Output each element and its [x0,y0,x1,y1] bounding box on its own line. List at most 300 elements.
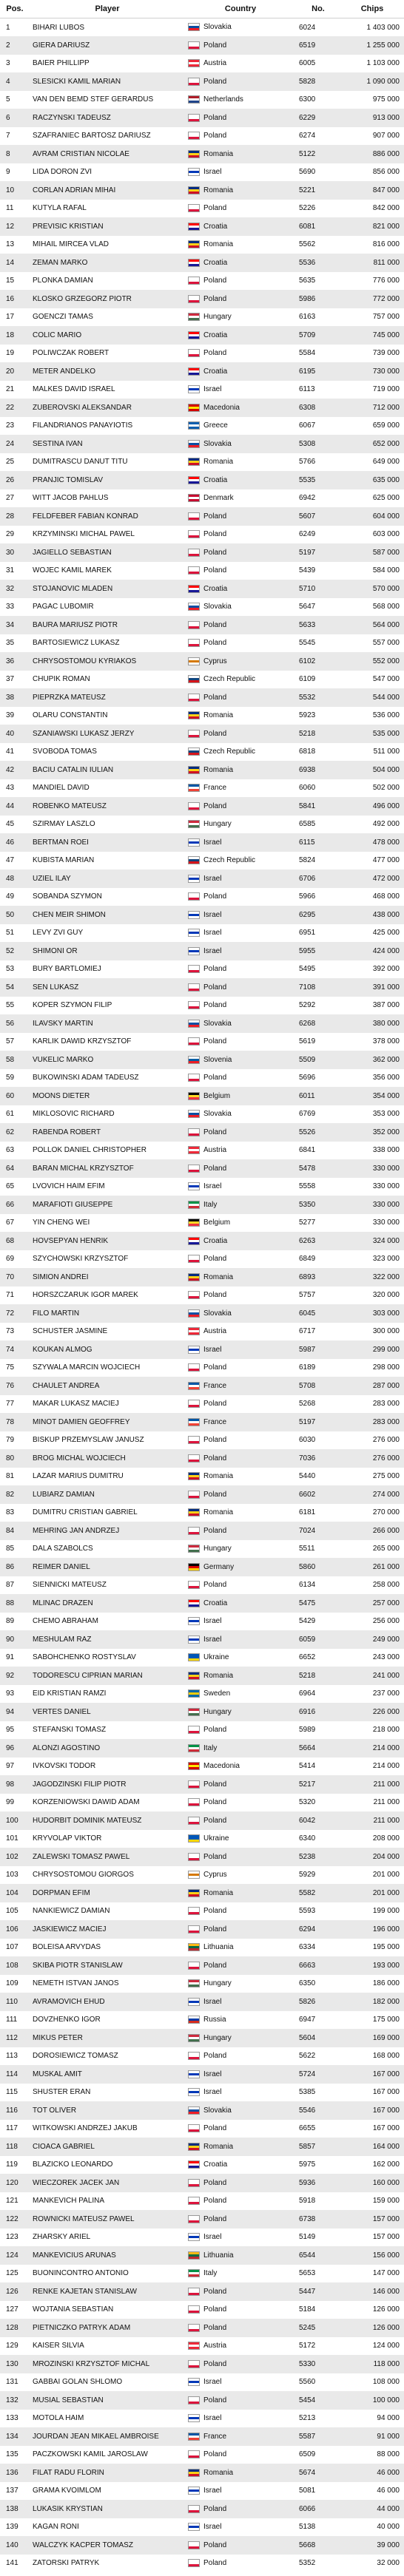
row-number: 6706 [299,874,316,883]
row-chips: 256 000 [372,1617,400,1626]
country-name: Romania [203,2468,234,2477]
row-country [185,127,296,146]
row-pos: 131 [6,2378,18,2387]
row-chips: 39 000 [377,2541,400,2549]
row-player: KAISER SILVIA [33,2342,84,2350]
row-number: 6951 [299,929,316,938]
row-pos: 55 [6,1001,15,1010]
row-chips: 536 000 [372,711,400,720]
row-country [185,2138,296,2156]
table-row [0,1848,404,1866]
flag-icon [188,494,200,502]
row-player: MEHRING JAN ANDRZEJ [33,1526,120,1535]
row-number: 6195 [299,367,316,376]
row-chips: 745 000 [372,331,400,339]
row-number: 5558 [299,1182,316,1191]
country-name: Israel [203,1182,222,1191]
row-chips: 237 000 [372,1689,400,1698]
country-name: Poland [203,1581,227,1590]
row-player: MIKUS PETER [33,2033,83,2042]
row-country [185,1649,296,1667]
flag-icon [188,566,200,574]
table-row [0,2282,404,2301]
row-country [185,888,296,906]
row-country [185,145,296,163]
row-chips: 322 000 [372,1272,400,1281]
flag-icon [188,404,200,412]
flag-icon [188,1889,200,1897]
row-number: 6249 [299,530,316,539]
row-chips: 330 000 [372,1164,400,1173]
row-country [185,1395,296,1414]
row-country [185,2427,296,2446]
flag-icon [188,2342,200,2350]
table-row [0,1178,404,1196]
row-number: 5828 [299,77,316,86]
row-country [185,543,296,562]
flag-icon [188,349,200,357]
row-number: 5439 [299,566,316,575]
country-name: Israel [203,1997,222,2006]
row-chips: 218 000 [372,1726,400,1735]
country-name: France [203,784,227,793]
row-chips: 201 000 [372,1888,400,1897]
row-player: BACIU CATALIN IULIAN [33,765,114,774]
row-country [185,417,296,435]
row-number: 5352 [299,2559,316,2568]
country-name: Poland [203,2504,227,2513]
row-player: YIN CHENG WEI [33,1218,90,1227]
row-chips: 299 000 [372,1345,400,1354]
row-country [185,816,296,834]
row-chips: 772 000 [372,294,400,303]
country-name: Romania [203,1272,234,1281]
country-name: Poland [203,1400,227,1409]
row-chips: 287 000 [372,1381,400,1390]
country-name: Israel [203,2487,222,2495]
table-row [0,1721,404,1740]
table-row [0,888,404,906]
country-name: Czech Republic [203,856,256,865]
flag-icon [188,458,200,466]
row-pos: 1 [6,23,10,32]
table-row [0,2174,404,2192]
table-row [0,1630,404,1649]
flag-icon [188,1291,200,1299]
row-country [185,1051,296,1069]
table-row [0,2301,404,2319]
flag-icon [188,1817,200,1825]
row-number: 6295 [299,910,316,919]
flag-icon [188,2251,200,2260]
flag-icon [188,1907,200,1915]
table-row [0,960,404,979]
row-player: WALCZYK KACPER TOMASZ [33,2541,133,2549]
row-chips: 719 000 [372,385,400,394]
table-row [0,1902,404,1921]
row-number: 5674 [299,2468,316,2477]
country-name: Israel [203,2523,222,2532]
row-number: 5511 [299,1545,315,1553]
table-row [0,1359,404,1377]
country-name: Slovakia [203,1019,232,1028]
row-number: 5221 [299,186,316,194]
table-row [0,2500,404,2518]
row-player: KOPER SZYMON FILIP [33,1001,112,1010]
row-chips: 324 000 [372,1236,400,1245]
row-player: SIENNICKI MATEUSZ [33,1581,107,1590]
row-pos: 114 [6,2070,18,2078]
table-row [0,1739,404,1758]
row-player: SZANIAWSKI LUKASZ JERZY [33,729,135,738]
flag-icon [188,2233,200,2241]
row-player: WOJEC KAMIL MAREK [33,566,112,575]
country-name: Croatia [203,475,228,484]
country-name: Poland [203,548,227,557]
flag-icon [188,2559,200,2567]
table-row [0,1268,404,1287]
row-player: UZIEL ILAY [33,874,71,883]
row-country [185,1196,296,1214]
row-country [185,1613,296,1631]
row-chips: 199 000 [372,1907,400,1916]
row-country [185,2047,296,2066]
row-country [185,960,296,979]
row-player: SESTINA IVAN [33,439,83,448]
row-chips: 270 000 [372,1508,400,1517]
row-player: PREVISIC KRISTIAN [33,222,104,231]
flag-icon [188,2052,200,2060]
flag-icon [188,2433,200,2441]
row-number: 5633 [299,620,316,629]
row-country [185,453,296,472]
row-number: 5664 [299,1743,316,1752]
row-chips: 265 000 [372,1545,400,1553]
row-chips: 886 000 [372,149,400,158]
row-number: 6602 [299,1490,316,1499]
row-pos: 73 [6,1327,15,1336]
row-chips: 356 000 [372,1074,400,1082]
row-number: 5414 [299,1762,316,1771]
row-number: 5929 [299,1871,316,1880]
row-country [185,580,296,598]
row-pos: 70 [6,1272,15,1281]
row-player: ZUBEROVSKI ALEKSANDAR [33,403,132,412]
row-player: KUTYLA RAFAL [33,204,87,213]
row-country [185,1485,296,1504]
row-player: SHIMONI OR [33,946,78,955]
row-chips: 547 000 [372,675,400,684]
row-number: 6655 [299,2124,316,2133]
row-player: CHUPIK ROMAN [33,675,90,684]
row-number: 5172 [299,2342,316,2350]
flag-icon [188,1001,200,1009]
row-country [185,507,296,526]
row-country [185,109,296,127]
table-row [0,1956,404,1975]
row-pos: 12 [6,222,15,231]
row-country [185,2065,296,2084]
row-country [185,1830,296,1848]
row-pos: 6 [6,113,10,122]
row-number: 5987 [299,1345,316,1354]
flag-icon [188,820,200,828]
row-player: CIOACA GABRIEL [33,2142,95,2151]
flag-icon [188,1454,200,1462]
flag-icon [188,929,200,937]
flag-icon [188,1708,200,1716]
table-row [0,2047,404,2066]
country-name: Poland [203,2541,227,2549]
row-number: 5536 [299,258,316,267]
row-player: LUKASIK KRYSTIAN [33,2504,103,2513]
row-chips: 274 000 [372,1490,400,1499]
row-player: CHRYSOSTOMOU KYRIAKOS [33,657,137,665]
row-chips: 323 000 [372,1255,400,1264]
row-number: 6818 [299,748,316,756]
row-player: BARTOSIEWICZ LUKASZ [33,639,120,648]
country-name: France [203,1417,227,1426]
row-chips: 816 000 [372,240,400,249]
row-player: BISKUP PRZEMYSLAW JANUSZ [33,1436,144,1445]
country-name: Poland [203,204,227,213]
row-country [185,526,296,544]
row-number: 6067 [299,421,316,430]
row-pos: 95 [6,1726,15,1735]
row-pos: 136 [6,2468,18,2477]
row-player: KUBISTA MARIAN [33,856,95,865]
row-pos: 94 [6,1707,15,1716]
row-chips: 167 000 [372,2070,400,2078]
row-player: MIKLOSOVIC RICHARD [33,1110,115,1119]
country-name: Poland [203,1128,227,1136]
row-chips: 124 000 [372,2342,400,2350]
row-number: 6102 [299,657,316,665]
row-chips: 266 000 [372,1526,400,1535]
row-country [185,688,296,707]
row-chips: 257 000 [372,1599,400,1607]
country-name: Poland [203,983,227,992]
table-row [0,1413,404,1431]
row-country [185,1250,296,1269]
table-row [0,1811,404,1830]
row-number: 6738 [299,2214,316,2223]
row-chips: 378 000 [372,1037,400,1046]
row-chips: 147 000 [372,2269,400,2278]
flag-icon [188,331,200,339]
row-country [185,471,296,489]
country-name: Croatia [203,222,228,231]
row-number: 6519 [299,41,316,50]
row-player: MANKEVICH PALINA [33,2197,105,2206]
country-name: Israel [203,2088,222,2097]
country-name: Romania [203,1508,234,1517]
table-row [0,1232,404,1250]
row-player: FILANDRIANOS PANAYIOTIS [33,421,133,430]
flag-icon [188,1653,200,1661]
row-player: BAIER PHILLIPP [33,59,90,68]
row-chips: 757 000 [372,313,400,322]
row-pos: 15 [6,277,15,285]
row-number: 5757 [299,1291,316,1300]
country-name: Croatia [203,2160,228,2169]
country-name: Poland [203,2178,227,2187]
row-chips: 108 000 [372,2378,400,2387]
row-number: 5238 [299,1852,316,1861]
row-country [185,1304,296,1323]
row-pos: 140 [6,2541,18,2549]
row-country [185,2536,296,2555]
row-number: 5308 [299,439,316,448]
row-pos: 52 [6,946,15,955]
country-name: Israel [203,168,222,177]
row-player: MANDIEL DAVID [33,784,90,793]
country-name: Israel [203,2378,222,2387]
row-pos: 87 [6,1581,15,1590]
row-pos: 14 [6,258,15,267]
flag-icon [188,1943,200,1951]
row-number: 6334 [299,1943,316,1952]
row-pos: 45 [6,820,15,829]
row-country [185,634,296,653]
row-country [185,1232,296,1250]
flag-icon [188,1508,200,1516]
country-name: Romania [203,1472,234,1481]
row-player: MANKEVICIUS ARUNAS [33,2251,116,2260]
row-country [185,598,296,617]
row-number: 5607 [299,512,316,521]
flag-icon [188,1020,200,1028]
row-country [185,362,296,381]
row-player: POLLOK DANIEL CHRISTOPHER [33,1146,147,1155]
row-pos: 118 [6,2142,18,2151]
row-pos: 116 [6,2106,18,2115]
country-name: Israel [203,838,222,847]
table-row [0,1105,404,1124]
row-pos: 53 [6,965,15,974]
table-row [0,906,404,924]
row-chips: 330 000 [372,1182,400,1191]
row-number: 5138 [299,2523,316,2532]
row-country [185,2410,296,2428]
table-row [0,1340,404,1359]
row-number: 6189 [299,1363,316,1372]
row-chips: 468 000 [372,892,400,901]
row-number: 5724 [299,2070,316,2078]
row-chips: 425 000 [372,929,400,938]
row-country [185,2555,296,2573]
flag-icon [188,2070,200,2078]
row-country [185,2228,296,2247]
country-name: Israel [203,2070,222,2078]
flag-icon [188,2469,200,2477]
row-pos: 67 [6,1218,15,1227]
row-number: 5824 [299,856,316,865]
row-pos: 86 [6,1562,15,1571]
row-pos: 48 [6,874,15,883]
row-player: STOJANOVIC MLADEN [33,584,113,593]
row-player: DOVZHENKO IGOR [33,2016,101,2024]
row-number: 5690 [299,168,316,177]
row-player: BIHARI LUBOS [33,23,85,32]
row-country [185,2482,296,2501]
row-country [185,217,296,236]
row-country [185,1323,296,1341]
row-pos: 125 [6,2269,18,2278]
flag-icon [188,1834,200,1843]
country-name: Poland [203,2450,227,2459]
row-number: 6042 [299,1816,316,1825]
row-pos: 64 [6,1164,15,1173]
row-player: CORLAN ADRIAN MIHAI [33,186,116,194]
row-player: DUMITRU CRISTIAN GABRIEL [33,1508,138,1517]
row-pos: 59 [6,1074,15,1082]
row-chips: 156 000 [372,2251,400,2260]
row-number: 5668 [299,2541,316,2549]
row-pos: 58 [6,1055,15,1064]
row-number: 5986 [299,294,316,303]
row-pos: 88 [6,1599,15,1607]
row-pos: 127 [6,2305,18,2314]
row-number: 5546 [299,2106,316,2115]
row-chips: 712 000 [372,403,400,412]
row-chips: 91 000 [377,2432,400,2441]
row-country [185,1594,296,1613]
row-country [185,1214,296,1233]
row-chips: 118 000 [373,2359,400,2368]
row-country [185,1014,296,1033]
row-number: 6059 [299,1635,316,1644]
row-chips: 226 000 [372,1707,400,1716]
country-name: Greece [203,421,228,430]
row-number: 6229 [299,113,316,122]
row-country [185,1866,296,1885]
flag-icon [188,1636,200,1644]
flag-icon [188,1037,200,1045]
flag-icon [188,2505,200,2513]
flag-icon [188,1581,200,1589]
flag-icon [188,1563,200,1571]
flag-icon [188,1255,200,1263]
row-player: LVOVICH HAIM EFIM [33,1182,105,1191]
table-row [0,1123,404,1142]
row-country [185,2101,296,2120]
table-row [0,1485,404,1504]
row-pos: 60 [6,1091,15,1100]
row-player: BERTMAN ROEI [33,838,89,847]
row-chips: 44 000 [377,2504,400,2513]
row-pos: 85 [6,1545,15,1553]
flag-icon [188,838,200,847]
country-name: Poland [203,1363,227,1372]
row-player: REIMER DANIEL [33,1562,90,1571]
flag-icon [188,1346,200,1354]
row-pos: 82 [6,1490,15,1499]
table-row [0,471,404,489]
country-name: Poland [203,132,227,140]
row-chips: 856 000 [372,168,400,177]
row-chips: 261 000 [372,1562,400,1571]
row-pos: 62 [6,1128,15,1136]
country-name: Poland [203,965,227,974]
row-player: BUKOWINSKI ADAM TADEUSZ [33,1074,139,1082]
row-number: 5584 [299,349,316,358]
row-player: BAURA MARIUSZ PIOTR [33,620,118,629]
country-name: Poland [203,1961,227,1970]
table-row [0,1613,404,1631]
country-name: Poland [203,1074,227,1082]
row-player: WOJTANIA SEBASTIAN [33,2305,114,2314]
